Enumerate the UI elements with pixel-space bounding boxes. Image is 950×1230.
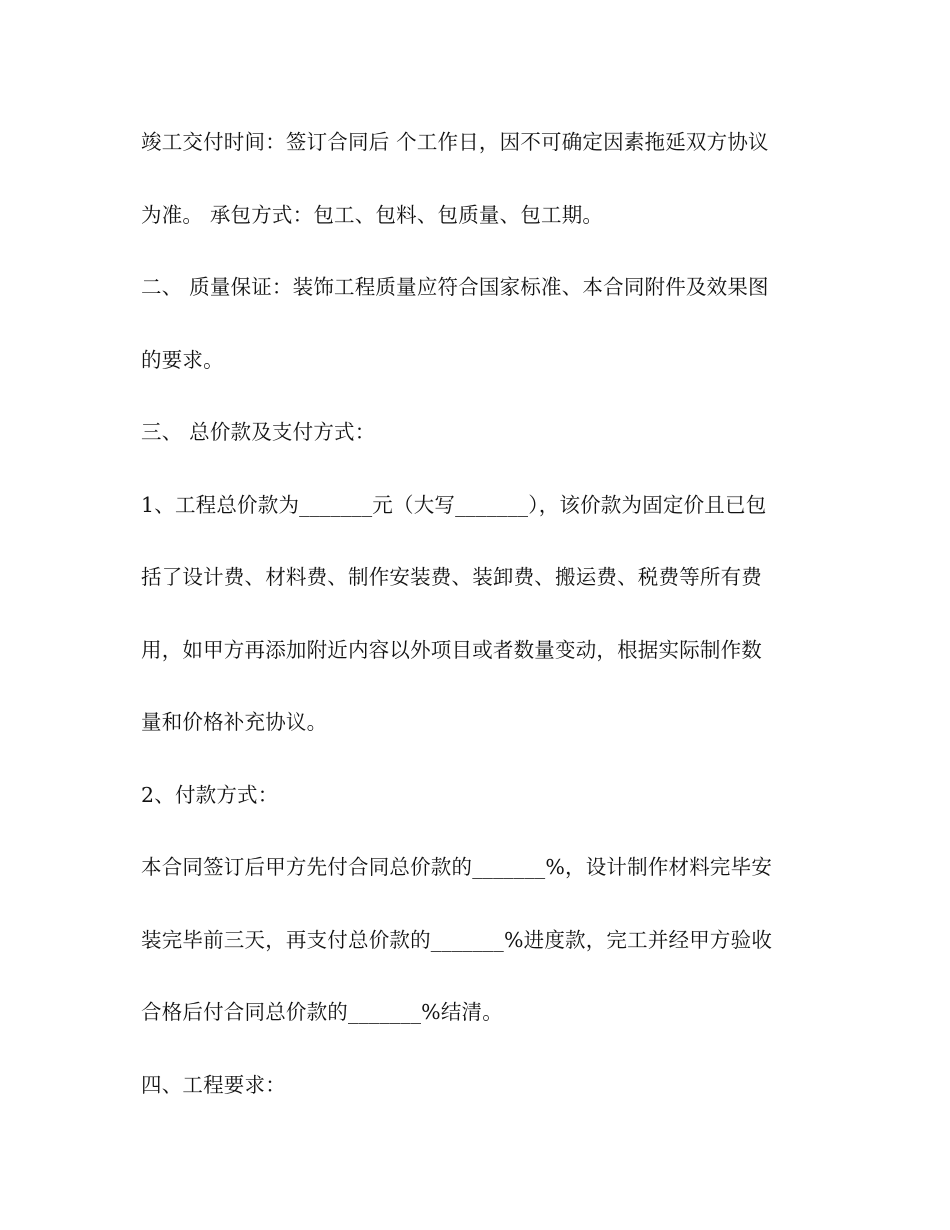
text-line-additions: 用，如甲方再添加附近内容以外项目或者数量变动，根据实际制作数 xyxy=(141,637,762,662)
text-line-quality-continued: 的要求。 xyxy=(141,347,224,372)
text-line-fees-included: 括了设计费、材料费、制作安装费、装卸费、搬运费、税费等所有费 xyxy=(141,565,762,589)
text-line-progress-payment: 装完毕前三天，再支付总价款的_______%进度款，完工并经甲方验收 xyxy=(141,927,773,952)
section-heading-price-payment: 三、 总价款及支付方式： xyxy=(141,420,376,444)
section-heading-project-requirements: 四、工程要求： xyxy=(141,1072,286,1097)
text-line-supplement: 量和价格补充协议。 xyxy=(141,710,328,734)
text-line-total-price: 1、工程总价款为_______元（大写_______），该价款为固定价且已包 xyxy=(141,492,767,517)
text-line-contract-method: 为准。 承包方式：包工、包料、包质量、包工期。 xyxy=(141,202,604,227)
text-line-completion-time: 竣工交付时间：签订合同后 个工作日，因不可确定因素拖延双方协议 xyxy=(141,130,769,154)
text-line-final-payment: 合格后付合同总价款的_______%结清。 xyxy=(141,1000,503,1024)
subheading-payment-method: 2、付款方式： xyxy=(141,782,279,807)
text-line-first-payment: 本合同签订后甲方先付合同总价款的_______%，设计制作材料完毕安 xyxy=(141,855,773,879)
contract-body xyxy=(141,122,821,1137)
text-line-quality-heading: 二、 质量保证：装饰工程质量应符合国家标准、本合同附件及效果图 xyxy=(141,275,769,299)
